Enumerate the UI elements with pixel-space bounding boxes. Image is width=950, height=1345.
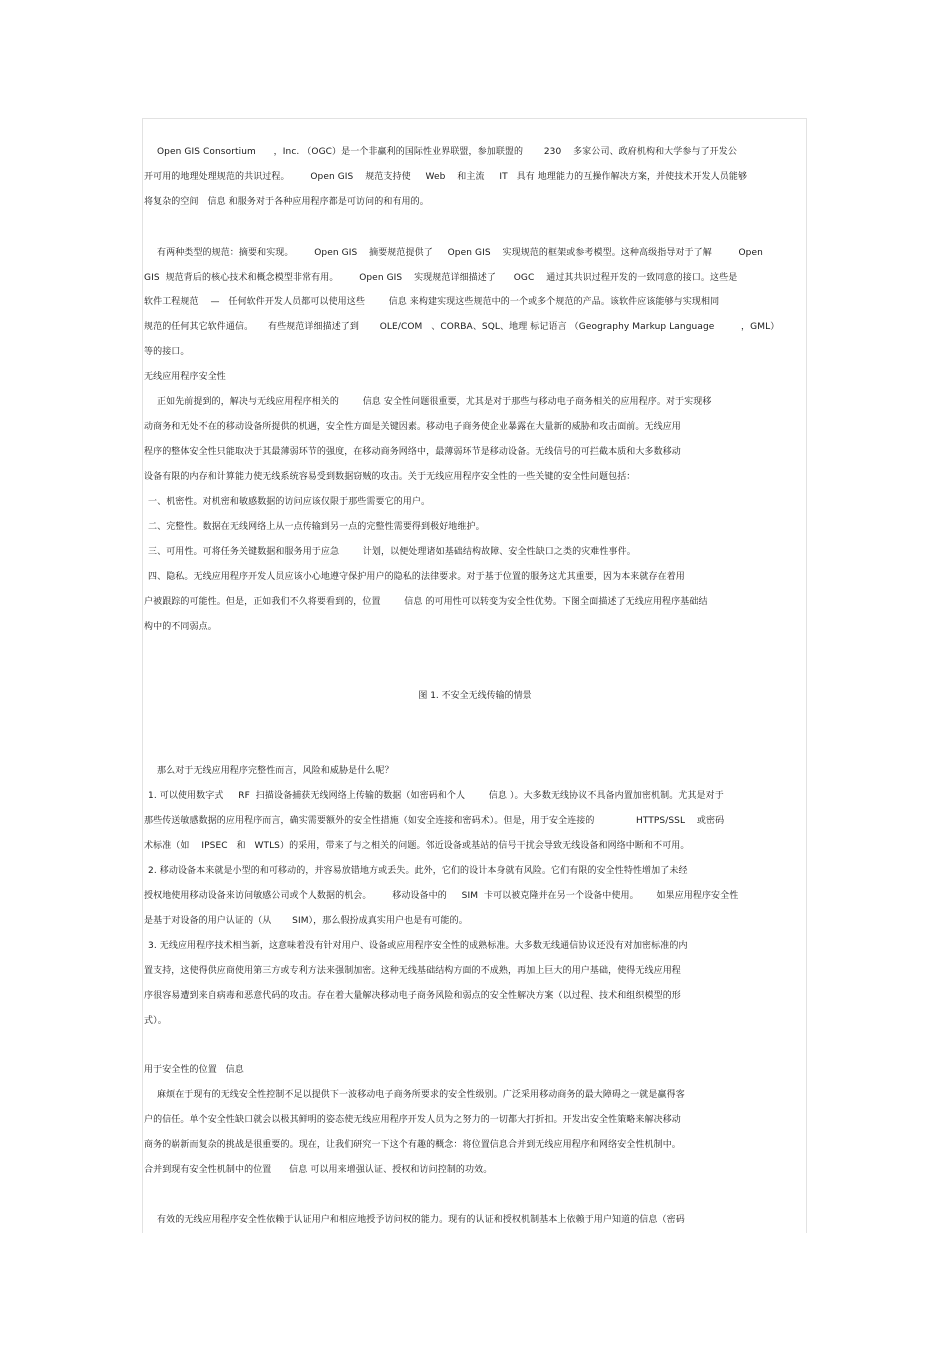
paragraph-line: 那么对于无线应用程序完整性而言，风险和威胁是什么呢？	[157, 766, 394, 776]
list-item: 3. 无线应用程序技术相当新，这意味着没有针对用户、设备或应用程序安全性的成熟标准。大多数无线通信协议还没有对加密标准的内	[148, 941, 688, 951]
paragraph-line: 软件工程规范 — 任何软件开发人员都可以使用这些 信息 来构建实现这些规范中的一个或多个规范的产品。该软件应该能够与实现相同	[144, 297, 720, 307]
paragraph-line: 麻烦在于现有的无线安全性控制不足以提供下一波移动电子商务所要求的安全性级别。广泛采用移动商务的最大障碍之一就是赢得客	[157, 1090, 685, 1100]
figure-caption: 图 1. 不安全无线传输的情景	[418, 691, 532, 701]
paragraph-line: 那些传送敏感数据的应用程序而言，确实需要额外的安全性措施（如安全连接和密码术）。但是，用于安全连接的 HTTPS/SSL 或密码	[144, 816, 725, 826]
section-heading: 无线应用程序安全性	[144, 372, 226, 382]
paragraph-line: 设备有限的内存和计算能力使无线系统容易受到数据窃贼的攻击。关于无线应用程序安全性的一些关键的安全性问题包括：	[144, 472, 636, 482]
paragraph-line: 有效的无线应用程序安全性依赖于认证用户和相应地授予访问权的能力。现有的认证和授权机制基本上依赖于用户知道的信息（密码	[157, 1215, 685, 1225]
paragraph-line: 程序的整体安全性只能取决于其最薄弱环节的强度，在移动商务网络中，最薄弱环节是移动设备。无线信号的可拦截本质和大多数移动	[144, 447, 681, 457]
paragraph-line: 式）。	[144, 1016, 167, 1026]
paragraph-line: GIS 规范背后的核心技术和概念模型非常有用。 Open GIS 实现规范详细描述了 OGC 通过其共识过程开发的一致同意的接口。这些是	[144, 273, 738, 283]
paragraph-line: 授权地使用移动设备来访问敏感公司或个人数据的机会。 移动设备中的 SIM 卡可以被克隆并在另一个设备中使用。 如果应用程序安全性	[144, 891, 739, 901]
paragraph-line: 有两种类型的规范：摘要和实现。 Open GIS 摘要规范提供了 Open GIS 实现规范的框架或参考模型。这种高级指导对于了解 Open	[157, 248, 763, 258]
paragraph-line: 动商务和无处不在的移动设备所提供的机遇，安全性方面是关键因素。移动电子商务使企业暴露在大量新的威胁和攻击面前。无线应用	[144, 422, 681, 432]
paragraph-line: 合并到现有安全性机制中的位置 信息 可以用来增强认证、授权和访问控制的功效。	[144, 1165, 493, 1175]
paragraph-line: 户的信任。单个安全性缺口就会以极其鲜明的姿态使无线应用程序开发人员为之努力的一切都大打折扣。开发出安全性策略来解决移动	[144, 1115, 681, 1125]
list-item: 一、机密性。对机密和敏感数据的访问应该仅限于那些需要它的用户。	[148, 497, 431, 507]
list-item: 三、可用性。可将任务关键数据和服务用于应急 计划，以便处理诸如基础结构故障、安全性缺口之类的灾难性事件。	[148, 547, 636, 557]
paragraph-line: 等的接口。	[144, 347, 190, 357]
list-item: 2. 移动设备本来就是小型的和可移动的，并容易放错地方或丢失。此外，它们的设计本身就有风险。它们有限的安全性特性增加了未经	[148, 866, 688, 876]
paragraph-line: 规范的任何其它软件通信。 有些规范详细描述了到 OLE/COM 、CORBA、SQL、地理 标记语言 （Geography Markup Language ，GML）	[144, 322, 780, 332]
list-item: 四、隐私。无线应用程序开发人员应该小心地遵守保护用户的隐私的法律要求。对于基于位置的服务这尤其重要，因为本来就存在着用	[148, 572, 685, 582]
paragraph-line: Open GIS Consortium ，Inc. （OGC）是一个非赢利的国际性业界联盟，参加联盟的 230 多家公司、政府机构和大学参与了开发公	[157, 147, 737, 157]
list-item: 二、完整性。数据在无线网络上从一点传输到另一点的完整性需要得到极好地维护。	[148, 522, 485, 532]
paragraph-line: 术标准（如 IPSEC 和 WTLS）的采用，带来了与之相关的问题。邻近设备或基站的信号干扰会导致无线设备和网络中断和不可用。	[144, 841, 690, 851]
paragraph-line: 户被跟踪的可能性。但是，正如我们不久将要看到的，位置 信息 的可用性可以转变为安全性优势。下图全面描述了无线应用程序基础结	[144, 597, 708, 607]
paragraph-line: 序很容易遭到来自病毒和恶意代码的攻击。存在着大量解决移动电子商务风险和弱点的安全性解决方案（以过程、技术和组织模型的形	[144, 991, 681, 1001]
list-item: 1. 可以使用数字式 RF 扫描设备捕获无线网络上传输的数据（如密码和个人 信息 ）。大多数无线协议不具备内置加密机制。尤其是对于	[148, 791, 724, 801]
paragraph-line: 构中的不同弱点。	[144, 622, 217, 632]
paragraph-line: 是基于对设备的用户认证的（从 SIM），那么假扮成真实用户也是有可能的。	[144, 916, 468, 926]
paragraph-line: 置支持，这使得供应商使用第三方或专利方法来强制加密。这种无线基础结构方面的不成熟，再加上巨大的用户基础，使得无线应用程	[144, 966, 681, 976]
paragraph-line: 将复杂的空间 信息 和服务对于各种应用程序都是可访问的和有用的。	[144, 197, 429, 207]
paragraph-line: 开可用的地理处理规范的共识过程。 Open GIS 规范支持使 Web 和主流 IT 具有 地理能力的互操作解决方案，并使技术开发人员能够	[144, 172, 748, 182]
paragraph-line: 正如先前提到的，解决与无线应用程序相关的 信息 安全性问题很重要，尤其是对于那些与移动电子商务相关的应用程序。对于实现移	[157, 397, 712, 407]
section-heading: 用于安全性的位置 信息	[144, 1065, 244, 1075]
paragraph-line: 商务的崭新而复杂的挑战是很重要的。现在，让我们研究一下这个有趣的概念：将位置信息合并到无线应用程序和网络安全性机制中。	[144, 1140, 681, 1150]
